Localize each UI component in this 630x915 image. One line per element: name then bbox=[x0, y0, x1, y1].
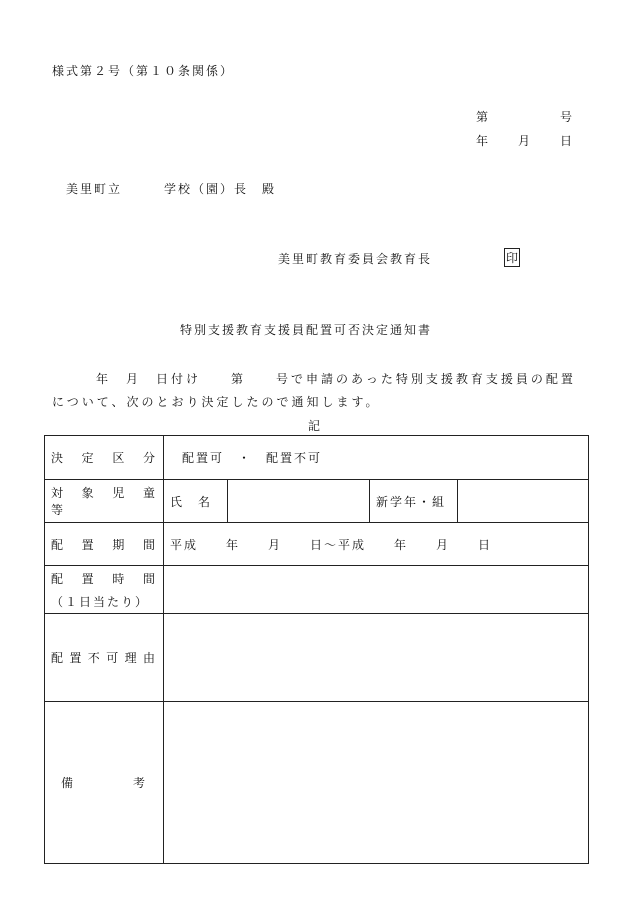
ki-marker: 記 bbox=[308, 419, 323, 433]
row-period bbox=[45, 523, 589, 566]
reason-label: 配置不可理由 bbox=[45, 614, 164, 702]
hours-field[interactable] bbox=[164, 566, 589, 614]
grade-label: 新学年・組 bbox=[370, 480, 458, 523]
body-text-line-1: 年 月 日付け 第 号で申請のあった特別支援教育支援員の配置 bbox=[96, 372, 576, 386]
name-label: 氏 名 bbox=[164, 480, 228, 523]
name-field[interactable] bbox=[228, 480, 370, 523]
issuer: 美里町教育委員会教育長 bbox=[278, 252, 433, 266]
row-remarks bbox=[45, 702, 589, 864]
document-number: 第 号 bbox=[476, 110, 575, 124]
hours-label-main: 配 置 時 間 bbox=[51, 571, 157, 586]
body-text-line-2: について、次のとおり決定したので通知します。 bbox=[52, 395, 381, 409]
row-decision bbox=[45, 436, 589, 480]
row-hours bbox=[45, 566, 589, 614]
remarks-field[interactable] bbox=[164, 702, 589, 864]
period-value[interactable]: 平成 年 月 日～平成 年 月 日 bbox=[164, 523, 589, 566]
decision-label: 決 定 区 分 bbox=[45, 436, 164, 480]
remarks-label: 備 考 bbox=[45, 702, 164, 864]
child-label: 対 象 児 童 等 bbox=[45, 480, 164, 523]
hours-label bbox=[45, 566, 164, 614]
decision-table bbox=[44, 435, 589, 864]
grade-field[interactable] bbox=[458, 480, 589, 523]
form-number: 様式第２号（第１０条関係） bbox=[52, 64, 235, 78]
seal-mark: 印 bbox=[504, 248, 520, 267]
decision-value[interactable]: 配置可 ・ 配置不可 bbox=[164, 436, 589, 480]
addressee: 美里町立 学校（園）長 殿 bbox=[66, 182, 277, 196]
document-title: 特別支援教育支援員配置可否決定通知書 bbox=[180, 323, 433, 337]
hours-label-sub: （１日当たり） bbox=[51, 594, 150, 609]
row-reason bbox=[45, 614, 589, 702]
reason-field[interactable] bbox=[164, 614, 589, 702]
period-label: 配 置 期 間 bbox=[45, 523, 164, 566]
row-child bbox=[45, 480, 589, 523]
date-line: 年 月 日 bbox=[476, 134, 575, 148]
